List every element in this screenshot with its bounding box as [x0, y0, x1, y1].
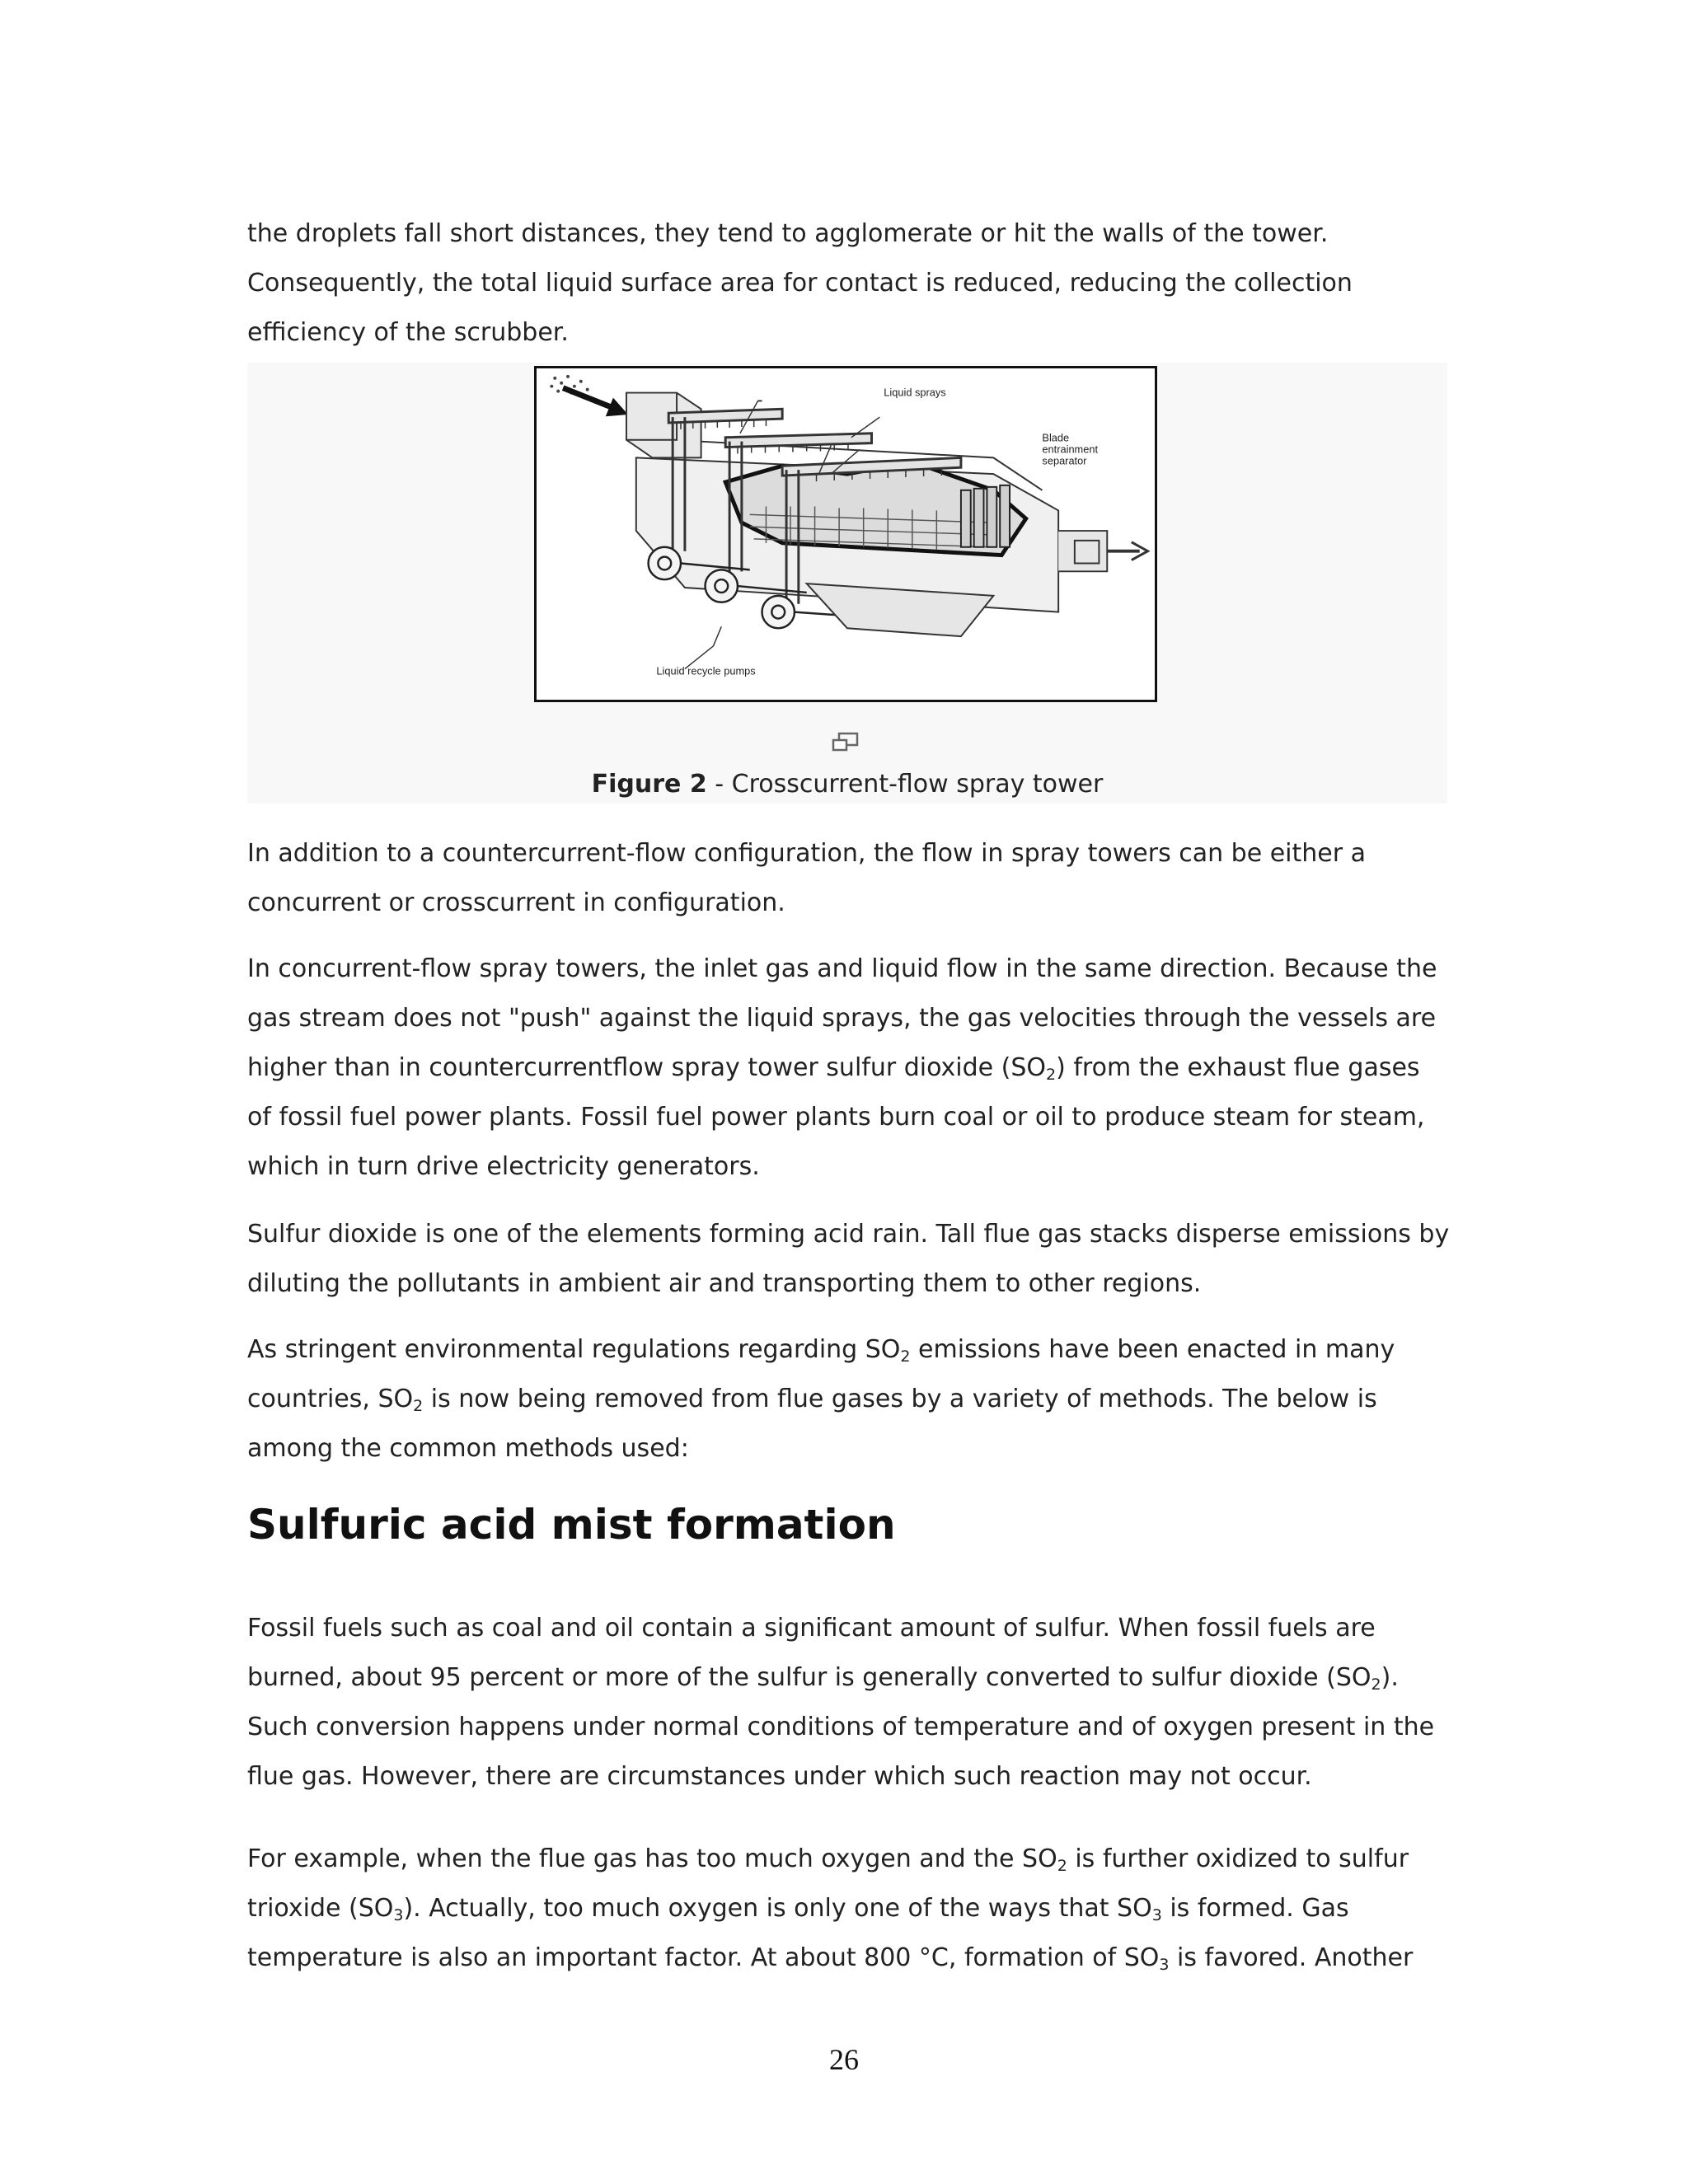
paragraph: [247, 944, 1451, 1192]
subscript: 3: [1151, 1906, 1162, 1924]
subscript: 2: [900, 1347, 911, 1366]
paragraph: [247, 1835, 1451, 1983]
text-run: ). Actually, too much oxygen is only one of the ways that SO: [403, 1894, 1152, 1923]
text-run: is formed. Gas temperature is also an important factor. At about 800 °C, formation of SO: [247, 1894, 1349, 1972]
page-number: 26: [829, 2043, 859, 2076]
subscript: 3: [393, 1906, 404, 1924]
paragraph-text: [247, 1835, 1451, 1983]
figure-caption: [247, 768, 1447, 801]
subscript: 3: [1159, 1956, 1170, 1974]
subscript: 2: [1046, 1066, 1057, 1084]
text-run: is further oxidized to sulfur trioxide (SO: [247, 1844, 1409, 1923]
label-liquid-sprays: Liquid sprays: [884, 386, 946, 399]
paragraph: [247, 1325, 1451, 1474]
section-heading: Sulfuric acid mist formation: [247, 1501, 896, 1549]
text-run: is favored. Another: [1169, 1943, 1414, 1972]
paragraph-text: [247, 944, 1451, 1192]
label-blade-line2: entrainment: [1042, 443, 1099, 456]
paragraph-text: [247, 1604, 1451, 1802]
paragraph: [247, 209, 1451, 358]
enlarge-icon[interactable]: [831, 732, 860, 753]
figure-image[interactable]: [534, 366, 1157, 702]
text-run: emissions have been enacted in many countries, SO: [247, 1335, 1395, 1413]
text-run: In concurrent-flow spray towers, the inlet gas and liquid flow in the same direction. Because the gas stream does not "push" against the liquid sprays, the gas velocities through the vessels are higher than in countercurrentflow spray tower sulfur dioxide (SO: [247, 954, 1437, 1082]
text-run: For example, when the flue gas has too much oxygen and the SO: [247, 1844, 1057, 1873]
text-run: is now being removed from flue gases by a variety of methods. The below is among the common methods used:: [247, 1385, 1377, 1463]
subscript: 2: [1057, 1857, 1067, 1875]
paragraph: [247, 1604, 1451, 1802]
paragraph-text: [247, 1325, 1451, 1474]
figure-label: Figure 2: [591, 770, 707, 799]
subscript: 2: [413, 1397, 424, 1415]
label-blade-line1: Blade: [1042, 431, 1070, 444]
text-run: Fossil fuels such as coal and oil contain a significant amount of sulfur. When fossil fuels are burned, about 95 percent or more of the sulfur is generally converted to sulfur dioxide (SO: [247, 1614, 1376, 1692]
text-run: ). Such conversion happens under normal conditions of temperature and of oxygen present in the flue gas. However, there are circumstances under which such reaction may not occur.: [247, 1663, 1435, 1791]
paragraph-text: Sulfur dioxide is one of the elements forming acid rain. Tall flue gas stacks disperse emissions by diluting the pollutants in ambient air and transporting them to other regions.: [247, 1220, 1450, 1298]
spray-tower-diagram: [537, 368, 1155, 700]
paragraph: [247, 1210, 1451, 1309]
paragraph-text: In addition to a countercurrent-flow configuration, the flow in spray towers can be either a concurrent or crosscurrent in configuration.: [247, 839, 1367, 917]
figure-caption-text: - Crosscurrent-flow spray tower: [706, 770, 1104, 799]
subscript: 2: [1371, 1675, 1381, 1694]
text-run: As stringent environmental regulations regarding SO: [247, 1335, 901, 1364]
paragraph: [247, 829, 1451, 928]
label-pumps: Liquid recycle pumps: [656, 664, 756, 677]
label-blade-line3: separator: [1042, 454, 1087, 467]
figure: [247, 363, 1447, 804]
paragraph-text: the droplets fall short distances, they tend to agglomerate or hit the walls of the tower. Consequently, the total liquid surface area for contact is reduced, reducing the collection efficiency of the scrubber.: [247, 219, 1353, 347]
text-run: ) from the exhaust flue gases of fossil fuel power plants. Fossil fuel power plants burn coal or oil to produce steam for steam, which in turn drive electricity generators.: [247, 1053, 1425, 1181]
